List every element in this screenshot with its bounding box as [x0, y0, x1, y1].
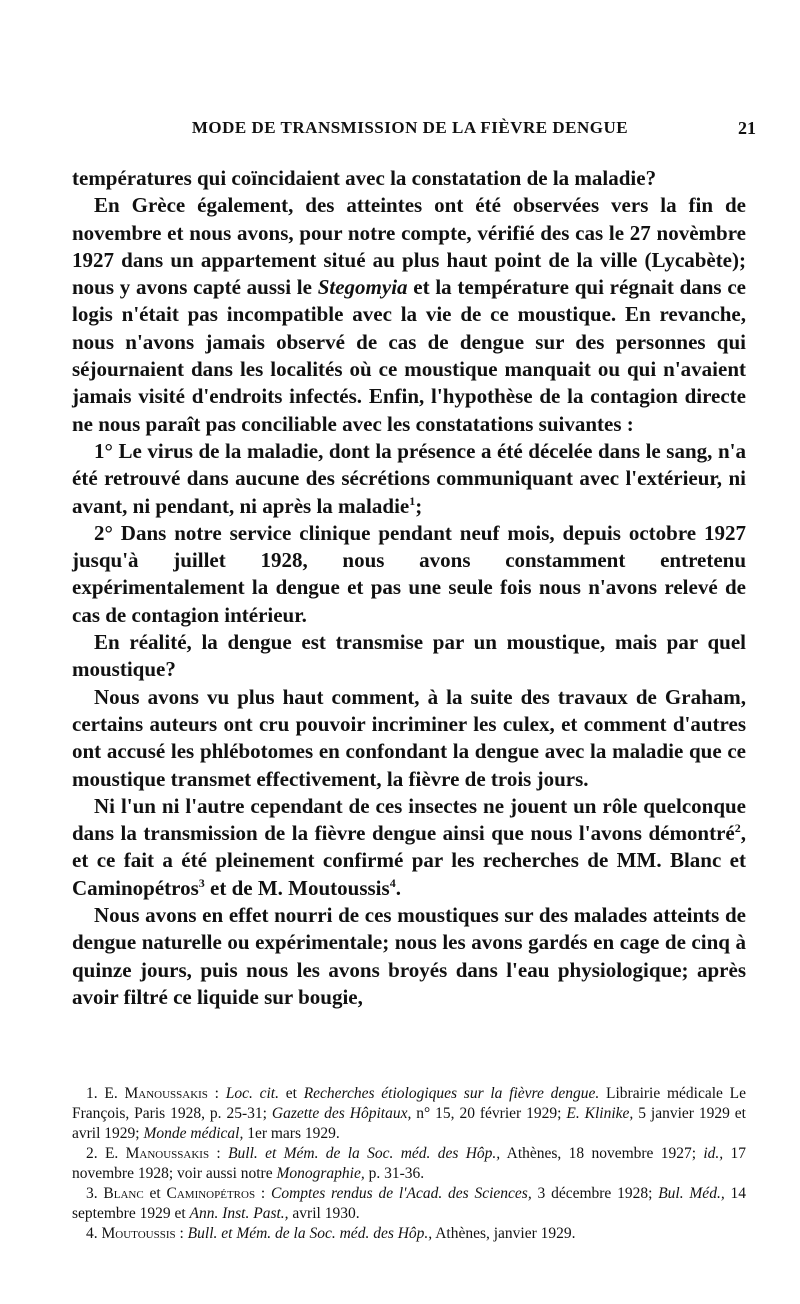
species-name: Stegomyia [317, 275, 408, 300]
paragraph-text: En Grèce également, des atteintes ont été observées vers la fin de novembre et nous avons, pour notre compte, vérifié des cas le 27 novèmbre 1927 dans un appartement situé au plus haut point de la ville (Lycabète); nous y avons capté aussi le [72, 193, 746, 300]
citation-title: Gazette des Hôpitaux, [271, 1105, 412, 1122]
footnote [72, 1184, 746, 1224]
footnote-text: : [207, 1085, 226, 1102]
citation-title: Recherches étiologiques sur la fièvre dengue. [303, 1085, 600, 1102]
footnote-ref: 4 [389, 875, 396, 890]
footnote-text: et [279, 1085, 304, 1102]
footnote-text: avril 1930. [288, 1205, 360, 1222]
paragraph-text: et la température qui régnait dans ce logis n'était pas incompatible avec la vie de ce moustique. En revanche, nous n'avons jamais observé de cas de dengue sur des personnes qui séjournaient dans les localités où ce moustique manquait ou qui n'avaient jamais visité d'endroits infectés. Enfin, l'hypothèse de la contagion directe ne nous paraît pas conciliable avec les constatations suivantes : [72, 275, 746, 436]
citation-title: id., [703, 1145, 724, 1162]
paragraph-text: ; [415, 493, 423, 518]
citation-title: Bul. Méd., [658, 1185, 725, 1202]
citation-title: Bull. et Mém. de la Soc. méd. des Hôp., [228, 1145, 501, 1162]
author-name: Moutoussis [101, 1225, 176, 1242]
footnote-text: Athènes, 18 novembre 1927; [500, 1145, 704, 1162]
author-name: Blanc [103, 1185, 144, 1202]
paragraph-text: 1° Le virus de la maladie, dont la présence a été décelée dans le sang, n'a été retrouvé dans aucune des sécrétions communiquant avec l'extérieur, ni avant, ni pendant, ni après la maladie [72, 438, 746, 518]
footnote-text: : [175, 1225, 188, 1242]
footnote-number: 3. [86, 1185, 104, 1202]
paragraph: Nous avons vu plus haut comment, à la suite des travaux de Graham, certains auteurs ont cru pouvoir incriminer les culex, et comment d'autres ont accusé les phlébotomes en confondant la dengue avec la maladie que ce moustique transmet effectivement, la fièvre de trois jours. [72, 684, 746, 791]
paragraph-text: Ni l'un ni l'autre cependant de ces insectes ne jouent un rôle quelconque dans la transmission de la fièvre dengue ainsi que nous l'avons démontré [72, 793, 746, 846]
footnote-ref: 2 [734, 821, 741, 836]
running-head-title: MODE DE TRANSMISSION DE LA FIÈVRE DENGUE [191, 118, 629, 137]
footnote-text: n° 15, 20 février 1929; [411, 1105, 567, 1122]
author-name: E. Manoussakis [104, 1145, 210, 1162]
footnote [72, 1084, 746, 1144]
footnote-text: Librairie médicale Le François, Paris 1928, p. 25-31; [72, 1085, 747, 1122]
citation-title: Loc. cit. [225, 1085, 279, 1102]
footnote-number: 1. [86, 1085, 105, 1102]
paragraph [72, 438, 746, 520]
footnote-text: 17 novembre 1928; voir aussi notre [72, 1145, 747, 1182]
citation-title: Monde médical, [143, 1125, 244, 1142]
citation-title: Ann. Inst. Past., [189, 1205, 289, 1222]
page-number: 21 [738, 118, 756, 138]
author-name: E. Manoussakis [104, 1085, 208, 1102]
footnote [72, 1224, 746, 1244]
paragraph: 2° Dans notre service clinique pendant neuf mois, depuis octobre 1927 jusqu'à juillet 1928, nous avons constamment entretenu expérimentalement la dengue et pas une seule fois nous n'avons relevé de cas de contagion intérieur. [72, 520, 746, 627]
footnote-number: 4. [86, 1225, 102, 1242]
paragraph-text: . [395, 875, 401, 900]
paragraph: En réalité, la dengue est transmise par un moustique, mais par quel moustique? [72, 630, 746, 682]
citation-title: Bull. et Mém. de la Soc. méd. des Hôp., [187, 1225, 433, 1242]
body-text [72, 165, 746, 1011]
footnote-text: p. 31-36. [364, 1165, 425, 1182]
citation-title: E. Klinike, [566, 1105, 634, 1122]
footnote-text: 14 septembre 1929 et [72, 1185, 746, 1222]
footnote-text: 3 décembre 1928; [531, 1185, 659, 1202]
footnote-text: : [209, 1145, 229, 1162]
footnote-number: 2. [86, 1145, 105, 1162]
citation-title: Comptes rendus de l'Acad. des Sciences, [270, 1185, 532, 1202]
footnote-text: et [143, 1185, 167, 1202]
paragraph [72, 793, 746, 902]
footnote-text: : [255, 1185, 271, 1202]
footnote-ref: 3 [198, 875, 205, 890]
paragraph: Nous avons en effet nourri de ces moustiques sur des malades atteints de dengue naturelle ou expérimentale; nous les avons gardés en cage de cinq à quinze jours, puis nous les avons broyés dans l'eau physiologique; après avoir filtré ce liquide sur bougie, [72, 903, 746, 1009]
running-head [70, 118, 756, 146]
paragraph-text: et de M. Moutoussis [204, 875, 390, 900]
paragraph [72, 192, 746, 438]
citation-title: Monographie, [276, 1165, 365, 1182]
footnote-text: 1er mars 1929. [243, 1125, 340, 1142]
footnote [72, 1144, 746, 1184]
footnote-text: Athènes, janvier 1929. [432, 1225, 576, 1242]
footnotes [72, 1084, 746, 1244]
footnote-text: 5 janvier 1929 et avril 1929; [72, 1105, 746, 1142]
author-name: Caminopétros [166, 1185, 256, 1202]
footnote-ref: 1 [409, 493, 416, 508]
paragraph-text: , et ce fait a été pleinement confirmé par les recherches de MM. Blanc et Caminopétros [72, 821, 746, 900]
paragraph: températures qui coïncidaient avec la constatation de la maladie? [72, 166, 657, 190]
